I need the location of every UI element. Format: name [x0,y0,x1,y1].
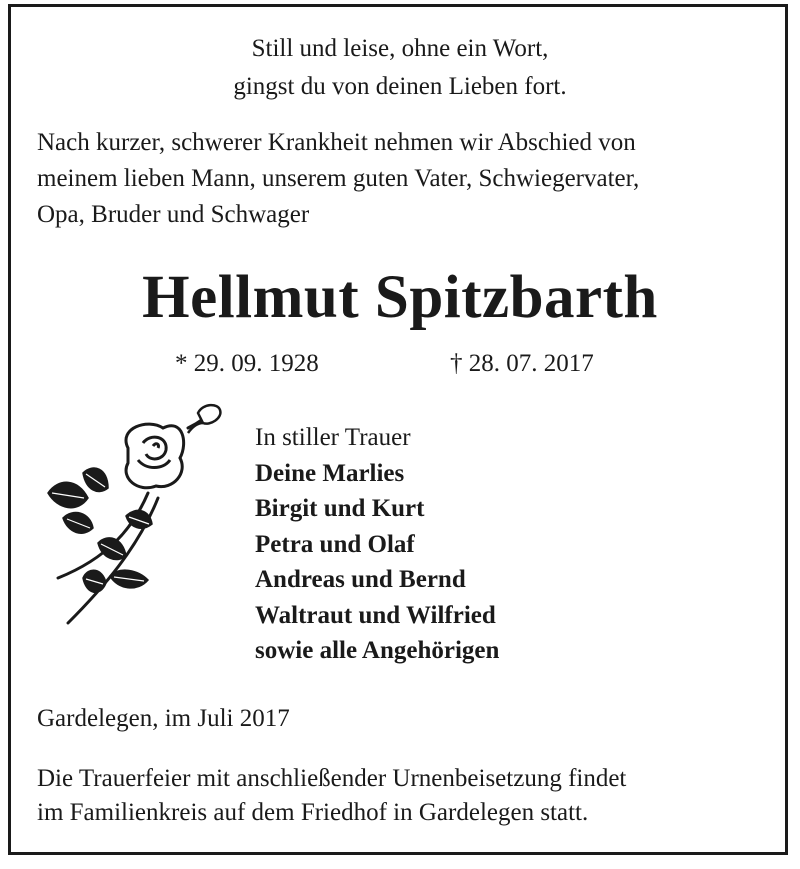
mourners-heading: In stiller Trauer [255,424,411,451]
poem [0,30,800,106]
intro-line: Nach kurzer, schwerer Krankheit nehmen wir Abschied von [37,129,636,156]
mourner-name: Petra und Olaf [255,530,415,558]
deceased-name: Hellmut Spitzbarth [142,264,658,331]
birth-date: * 29. 09. 1928 [175,350,319,377]
funeral-notice [37,762,777,830]
intro-text [37,125,777,233]
mourner-name: sowie alle Angehörigen [255,637,500,664]
death-date: † 28. 07. 2017 [450,350,594,377]
intro-line: meinem lieben Mann, unserem guten Vater, Schwiegervater, [37,165,640,192]
intro-line: Opa, Bruder und Schwager [37,201,310,228]
mourners-list [255,420,499,669]
poem-line: Still und leise, ohne ein Wort, [251,35,549,62]
rose-icon [38,398,238,633]
mourner-name: Andreas und Bernd [255,566,466,593]
mourner-name: Deine Marlies [255,459,405,487]
poem-line: gingst du von deinen Lieben fort. [233,73,567,100]
mourner-name: Waltraut und Wilfried [255,601,496,629]
notice-line: Die Trauerfeier mit anschließender Urnenbeisetzung findet [37,765,627,792]
notice-line: im Familienkreis auf dem Friedhof in Gardelegen statt. [37,799,589,826]
mourner-name: Birgit und Kurt [255,495,425,522]
place-date: Gardelegen, im Juli 2017 [37,705,290,732]
